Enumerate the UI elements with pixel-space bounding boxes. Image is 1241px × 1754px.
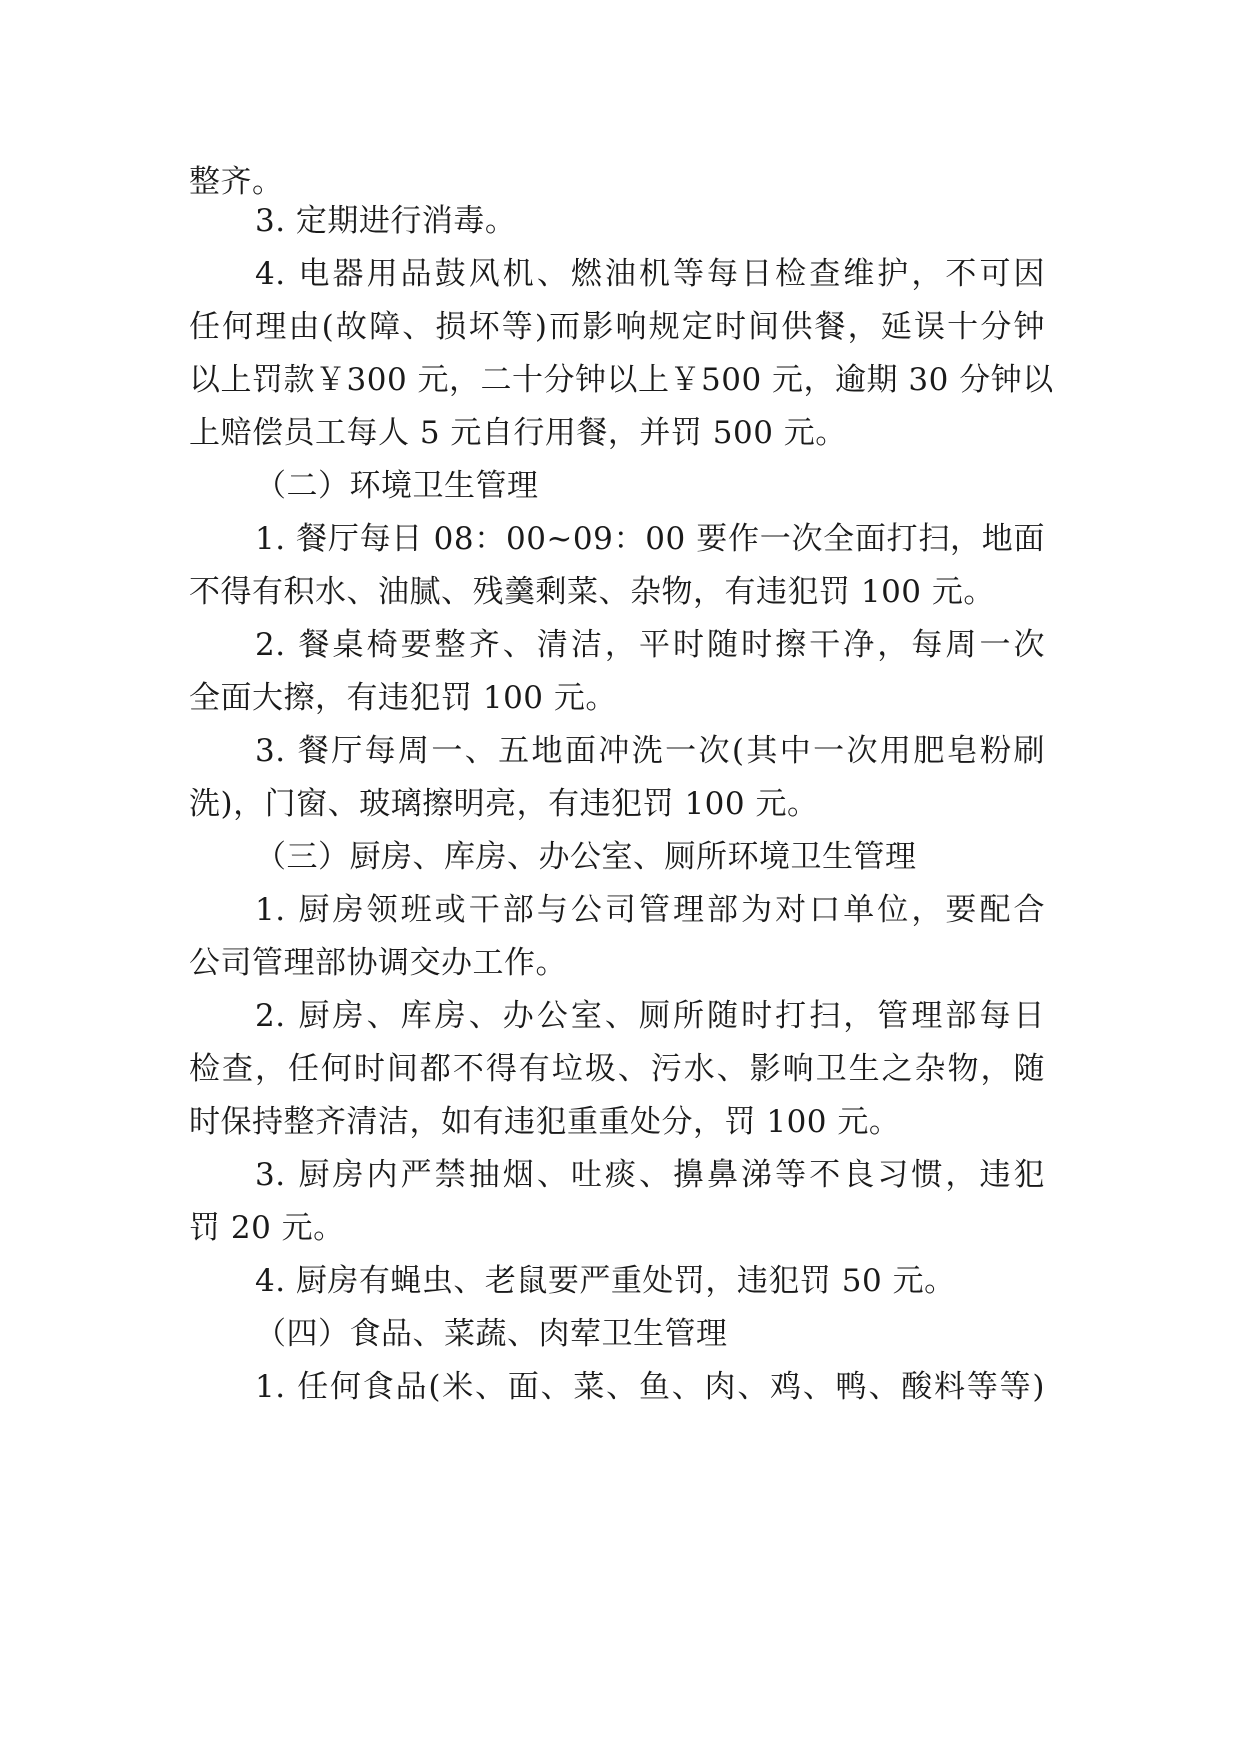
text-line: 洗)，门窗、玻璃擦明亮，有违犯罚 100 元。 [189, 786, 819, 822]
text-line: 1. 任何食品(米、面、菜、鱼、肉、鸡、鸭、酸料等等) [255, 1369, 1045, 1405]
text-line: 检查，任何时间都不得有垃圾、污水、影响卫生之杂物，随 [189, 1051, 1045, 1087]
text-line: 不得有积水、油腻、残羹剩菜、杂物，有违犯罚 100 元。 [189, 574, 995, 610]
text-line: 罚 20 元。 [189, 1210, 345, 1246]
text-line: 2. 餐桌椅要整齐、清洁，平时随时擦干净，每周一次 [255, 627, 1045, 663]
text-line: 1. 餐厅每日 08：00~09：00 要作一次全面打扫，地面 [255, 521, 1045, 557]
text-line: 4. 电器用品鼓风机、燃油机等每日检查维护，不可因 [255, 256, 1045, 292]
text-line: 3. 餐厅每周一、五地面冲洗一次(其中一次用肥皂粉刷 [255, 733, 1045, 769]
text-line: 任何理由(故障、损坏等)而影响规定时间供餐，延误十分钟 [189, 309, 1045, 345]
section-heading: （四）食品、菜蔬、肉荤卫生管理 [255, 1316, 728, 1352]
text-line: 整齐。 [189, 164, 284, 200]
text-line: 3. 定期进行消毒。 [255, 203, 517, 239]
text-line: 全面大擦，有违犯罚 100 元。 [189, 680, 617, 716]
text-line: 公司管理部协调交办工作。 [189, 945, 567, 981]
section-heading: （二）环境卫生管理 [255, 468, 539, 504]
text-line: 2. 厨房、库房、办公室、厕所随时打扫，管理部每日 [255, 998, 1045, 1034]
text-line: 时保持整齐清洁，如有违犯重重处分，罚 100 元。 [189, 1104, 901, 1140]
text-line: 上赔偿员工每人 5 元自行用餐，并罚 500 元。 [189, 415, 847, 451]
section-heading: （三）厨房、库房、办公室、厕所环境卫生管理 [255, 839, 917, 875]
text-line: 4. 厨房有蝇虫、老鼠要严重处罚，违犯罚 50 元。 [255, 1263, 956, 1299]
text-line: 1. 厨房领班或干部与公司管理部为对口单位，要配合 [255, 892, 1045, 928]
text-line: 以上罚款￥300 元，二十分钟以上￥500 元，逾期 30 分钟以 [189, 362, 1054, 398]
text-line: 3. 厨房内严禁抽烟、吐痰、擤鼻涕等不良习惯，违犯 [255, 1157, 1045, 1193]
